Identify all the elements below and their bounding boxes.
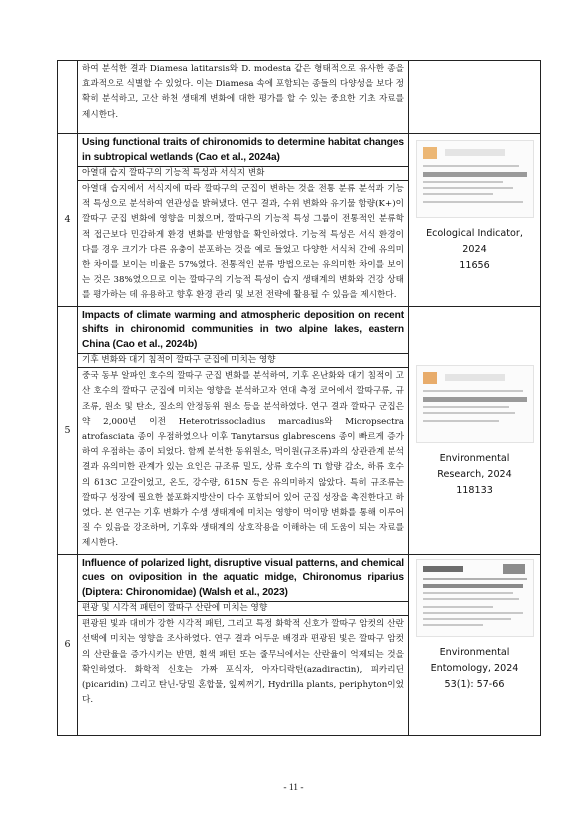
journal-reference (409, 645, 540, 693)
row-content (78, 554, 409, 735)
journal-article-number: 53(1): 57-66 (444, 678, 505, 690)
table-row (58, 61, 541, 134)
summary-paragraph: 중국 동부 알파인 호수의 깔따구 군집 변화를 분석하여, 기후 온난화와 대기 침적이 고산 호수의 깔따구 군집에 미치는 영향을 분석하고자 연대 측정 코어에서 깔따구류, 규조류, 원소 및 탄소, 질소의 안정동위 원소 등을 분석하였다. 연구 결과 깔따구 군집은 약 2,000년 이전 Heterotrissocladius marcadius와 Micropsectra atrofasciata 종이 우점하였으나 이후 Tanytarsus glabrescens 종이 빠르게 증가하여 우점하는 종이 되었다. 함께 분석한 동위원소, 먹이원(규조류)과의 상관관계 분석 결과 유의미한 관계가 있는 요인은 규조류 밀도, 상류 호수의 Ti 함량 감소, 하류 호수의 δ13C 고갈이었고, 온도, 강수량, δ15N 등은 유의미하지 않았다. 특히 규조류는 깔따구 성장에 필요한 불포화지방산이 다수 포함되어 있어 군집 성장을 촉진한다고 하였다. 본 연구는 기후 변화가 수생 생태계에 미치는 영향이 먹이망 변화를 통해 이루어질 수 있음을 강조하며, 기후와 생태계의 상호작용을 이해하는 데 도움이 되는 자료를 제시한다. (82, 371, 404, 549)
summary-paragraph: 하여 분석한 결과 Diamesa latitarsis와 D. modesta 같은 형태적으로 유사한 종을 효과적으로 식별할 수 있었다. 이는 Diamesa 속에 포함되는 종들의 다양성을 보다 정확히 분석하고, 고산 하천 생태계 변화에 대한 평가를 할 수 있는 중요한 기초 자료를 제시한다. (82, 64, 404, 120)
paper-title: Impacts of climate warming and atmospheric deposition on recent shifts in chironomid communities in two alpine lakes, eastern China (Cao et al., 2024b) (78, 307, 408, 355)
journal-name: Ecological Indicator, (426, 228, 523, 239)
journal-article-thumbnail (416, 365, 534, 443)
reference-cell (409, 554, 541, 735)
paper-title: Influence of polarized light, disruptive visual patterns, and chemical cues on oviposition in the aquatic midge, Chironomus riparius (Diptera: Chironomidae) (Walsh et al., 2023) (78, 555, 408, 603)
summary-text (78, 61, 408, 125)
page-number: - 11 - (283, 783, 304, 793)
literature-review-table (57, 60, 541, 736)
summary-paragraph: 아열대 습지에서 서식지에 따라 깔따구의 군집이 변하는 것을 전통 분류 분석과 기능적 특성으로 분석하여 연관성을 밝혀냈다. 연구 결과, 수위 변화와 유기물 함량(K+)이 깔따구 군집 변화에 영향을 미쳤으며, 깔따구의 기능적 특성 그룹이 전통적인 분류학적 접근보다 민감하게 환경 변화를 반영함을 확인하였다. 기능적 특성은 서식 환경이 다를 경우 크기가 다른 유충이 분포하는 것을 예로 들었고 다양한 서식처 간에 유의미한 차이를 보이는 비율은 57%였다. 전통적인 분류 방법으로는 유의미한 차이를 보이는 것은 38%였으므로 이는 깔따구의 기능적 특성이 습지 생태계의 변화와 건강 상태를 평가하는 데 유용하고 향후 환경 관리 및 보전 전략에 활용될 수 있음을 제시한다. (82, 184, 404, 301)
journal-reference (409, 451, 540, 499)
journal-name: Environmental (439, 646, 510, 658)
journal-year: 2024 (462, 244, 487, 255)
reference-cell (409, 61, 541, 134)
journal-reference (409, 226, 540, 274)
row-content (78, 61, 409, 134)
journal-name: Environmental (439, 452, 510, 464)
row-number (58, 61, 78, 134)
row-content (78, 134, 409, 307)
row-number: 5 (58, 306, 78, 554)
korean-subtitle: 아열대 습지 깔따구의 기능적 특성과 서식지 변화 (78, 167, 408, 181)
publisher-logo-image (423, 372, 437, 384)
korean-subtitle: 기후 변화와 대기 침적이 깔따구 군집에 미치는 영향 (78, 354, 408, 368)
row-content (78, 306, 409, 554)
korean-subtitle: 편광 및 시각적 패턴이 깔따구 산란에 미치는 영향 (78, 602, 408, 616)
journal-article-number: 11656 (459, 260, 490, 271)
row-number: 6 (58, 554, 78, 735)
reference-cell (409, 134, 541, 307)
journal-year: Entomology, 2024 (430, 662, 519, 674)
publisher-logo-image (423, 147, 437, 159)
journal-article-thumbnail (416, 559, 534, 637)
journal-article-number: 118133 (456, 484, 493, 496)
journal-article-thumbnail (416, 140, 534, 218)
journal-year: Research, 2024 (437, 468, 512, 480)
reference-cell (409, 306, 541, 554)
summary-text (78, 616, 408, 710)
table-row (58, 306, 541, 554)
paper-title: Using functional traits of chironomids to determine habitat changes in subtropical wetlands (Cao et al., 2024a) (78, 134, 408, 167)
table-row (58, 134, 541, 307)
summary-paragraph: 편광된 빛과 대비가 강한 시각적 패턴, 그리고 특정 화학적 신호가 깔따구 암컷의 산란 선택에 미치는 영향을 조사하였다. 연구 결과 어두운 배경과 편광된 빛은 깔따구 암컷의 산란율을 증가시키는 반면, 흰색 패턴 또는 줄무늬에서는 산란율이 억제되는 것을 확인하였다. 화학적 신호는 가짜 포식자, 아자디락틴(azadiractin), 피카리딘(picaridin) 그리고 탄닌-당밀 혼합물, 잎찌꺼기, Hydrilla plants, periphyton이었다. (82, 619, 404, 706)
table-row (58, 554, 541, 735)
row-number: 4 (58, 134, 78, 307)
summary-text (78, 368, 408, 553)
summary-text (78, 181, 408, 306)
